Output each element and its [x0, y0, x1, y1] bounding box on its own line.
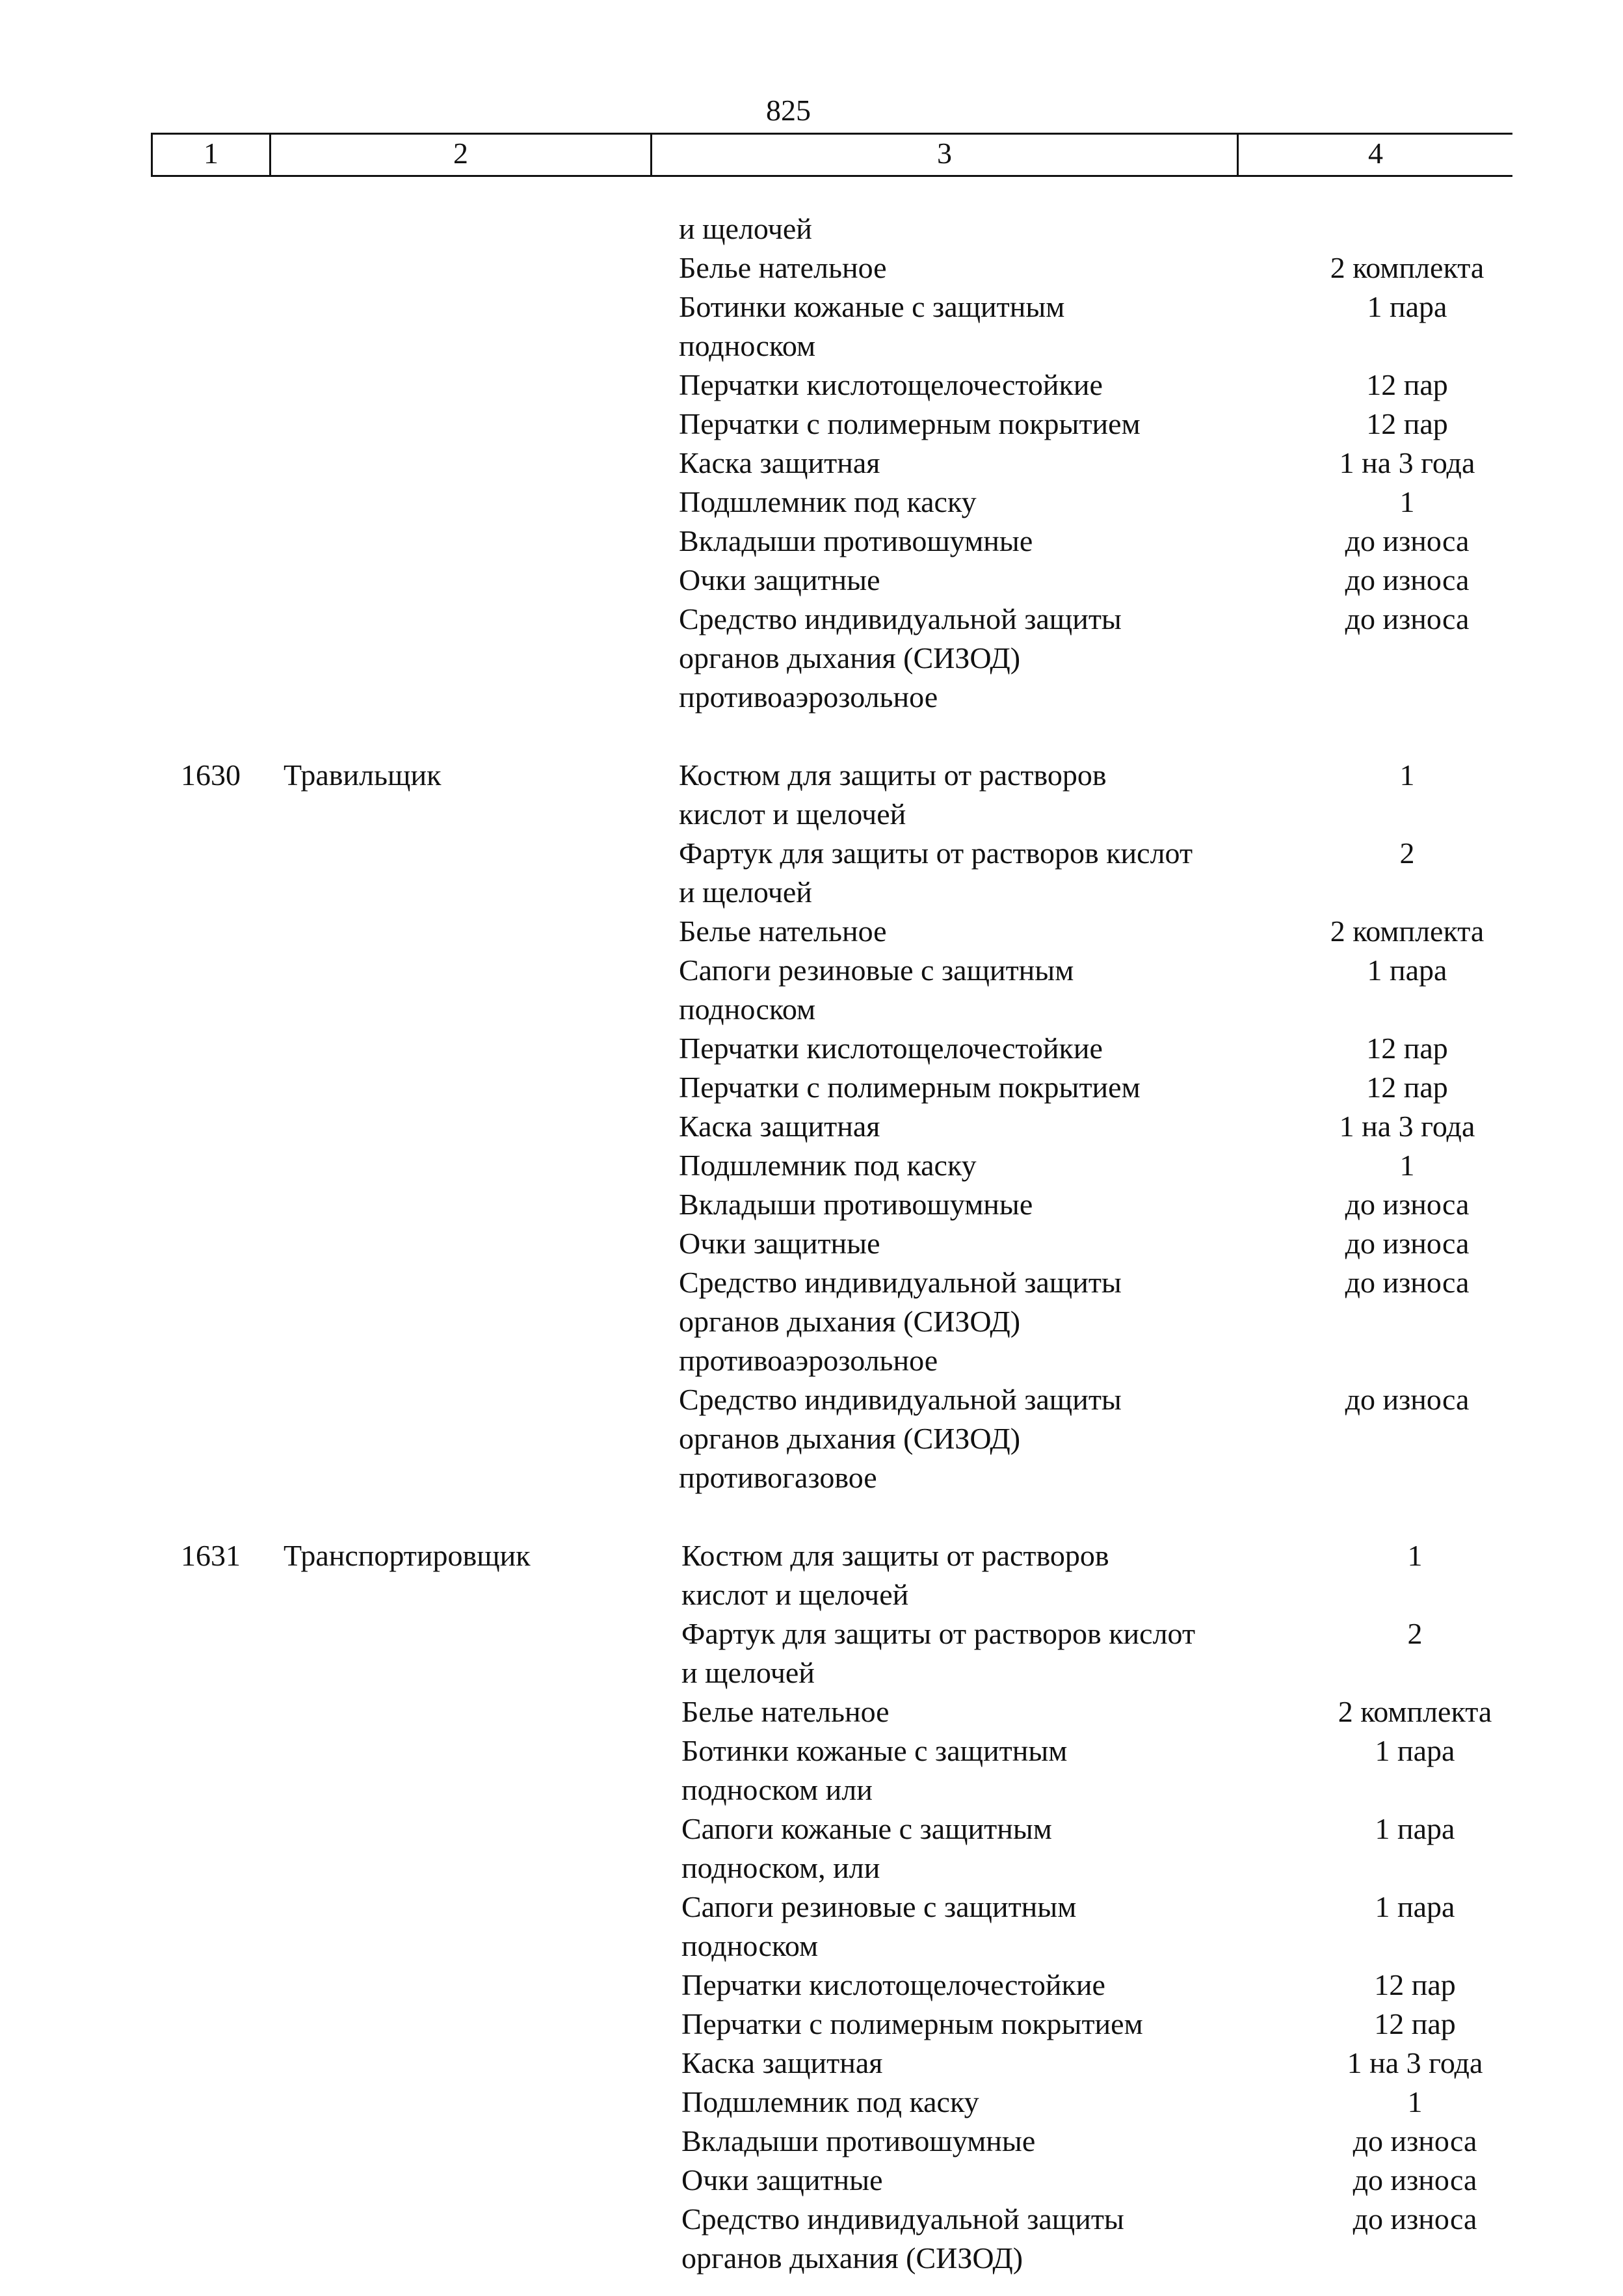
item-name: Средство индивидуальной защиты органов дыхания (СИЗОД) противоаэрозольное	[679, 1266, 1122, 1377]
item-quantity: 12 пар	[1366, 407, 1448, 440]
list-item	[0, 1146, 1623, 1185]
item-name: Вкладыши противошумные	[679, 1188, 1033, 1221]
list-item	[0, 912, 1623, 951]
list-item	[0, 834, 1623, 912]
item-name: Средство индивидуальной защиты органов дыхания (СИЗОД) противогазовое	[679, 1383, 1122, 1494]
list-item	[0, 2200, 1623, 2278]
item-name: Очки защитные	[679, 563, 880, 596]
item-name: Перчатки с полимерным покрытием	[681, 2007, 1143, 2040]
item-name: Сапоги резиновые с защитным подноском	[679, 954, 1074, 1026]
list-item	[0, 2044, 1623, 2083]
item-name: Перчатки с полимерным покрытием	[679, 1071, 1141, 1104]
item-quantity: 2	[1407, 1617, 1423, 1650]
item-quantity: 1 пара	[1367, 290, 1447, 323]
item-name: Перчатки кислотощелочестойкие	[679, 368, 1103, 401]
item-quantity: до износа	[1345, 1188, 1470, 1221]
item-name: Вкладыши противошумные	[681, 2124, 1036, 2157]
item-quantity: 1	[1399, 485, 1415, 518]
item-quantity: 12 пар	[1366, 368, 1448, 401]
item-quantity	[1277, 209, 1537, 248]
item-quantity: 2	[1399, 836, 1415, 870]
list-item	[0, 1224, 1623, 1263]
item-name: Сапоги кожаные с защитным подноском, или	[681, 1812, 1052, 1884]
column-header-4: 4	[1237, 135, 1512, 175]
item-quantity: 1	[1407, 1539, 1423, 1572]
list-item	[0, 1888, 1623, 1966]
table-row	[0, 756, 1623, 1497]
list-item	[0, 561, 1623, 600]
list-item	[0, 2161, 1623, 2200]
list-item	[0, 366, 1623, 405]
item-quantity: до износа	[1345, 1383, 1470, 1416]
item-name: Перчатки с полимерным покрытием	[679, 407, 1141, 440]
list-item	[0, 1809, 1623, 1888]
list-item	[0, 2083, 1623, 2122]
list-item	[0, 1380, 1623, 1497]
list-item	[0, 1029, 1623, 1068]
table-body	[0, 209, 1623, 2278]
item-quantity: 1 пара	[1375, 1734, 1455, 1767]
item-quantity: до износа	[1345, 1227, 1470, 1260]
item-quantity: до износа	[1352, 2163, 1477, 2196]
item-name: Фартук для защиты от растворов кислот и щелочей	[679, 836, 1193, 909]
item-name: Подшлемник под каску	[681, 2085, 979, 2118]
list-item	[0, 951, 1623, 1029]
item-quantity: 1 на 3 года	[1339, 446, 1475, 479]
item-name: Очки защитные	[679, 1227, 880, 1260]
item-name: Подшлемник под каску	[679, 1149, 977, 1182]
entry-number: 1631	[181, 1539, 241, 1572]
item-name: Костюм для защиты от растворов кислот и щелочей	[681, 1539, 1109, 1611]
column-header-2: 2	[269, 135, 650, 175]
item-quantity: 1 пара	[1375, 1890, 1455, 1923]
item-name: Ботинки кожаные с защитным подноском или	[681, 1734, 1068, 1806]
page-number: 825	[766, 94, 811, 127]
item-name: Белье нательное	[679, 914, 887, 948]
list-item	[0, 2005, 1623, 2044]
item-quantity: 1 пара	[1375, 1812, 1455, 1845]
item-quantity: 1	[1399, 1149, 1415, 1182]
item-quantity: до износа	[1345, 602, 1470, 635]
item-name: Белье нательное	[681, 1695, 890, 1728]
item-name: Средство индивидуальной защиты органов дыхания (СИЗОД)	[681, 2202, 1124, 2275]
list-item	[0, 600, 1623, 717]
list-item	[0, 1185, 1623, 1224]
item-name: Перчатки кислотощелочестойкие	[681, 1968, 1105, 2001]
column-header-row	[151, 133, 1512, 177]
entry-number: 1630	[181, 758, 241, 792]
item-name: Очки защитные	[681, 2163, 883, 2196]
list-item	[0, 444, 1623, 483]
list-item	[0, 756, 1623, 834]
item-name: Каска защитная	[679, 446, 880, 479]
list-item	[0, 2122, 1623, 2161]
item-name: Каска защитная	[679, 1110, 880, 1143]
list-item	[0, 287, 1623, 366]
item-name: Подшлемник под каску	[679, 485, 977, 518]
item-quantity: 1	[1399, 758, 1415, 792]
column-header-3: 3	[650, 135, 1237, 175]
item-quantity: 12 пар	[1366, 1032, 1448, 1065]
profession-name: Травильщик	[284, 758, 442, 792]
item-quantity: 2 комплекта	[1330, 914, 1484, 948]
item-quantity: 12 пар	[1366, 1071, 1448, 1104]
item-quantity: до износа	[1352, 2202, 1477, 2236]
table-row	[0, 1536, 1623, 2278]
item-name: Вкладыши противошумные	[679, 524, 1033, 557]
item-quantity: до износа	[1345, 563, 1470, 596]
list-item	[0, 522, 1623, 561]
item-quantity: 1 на 3 года	[1347, 2046, 1483, 2079]
list-item	[0, 1692, 1623, 1731]
list-item	[0, 209, 1623, 248]
item-quantity: до износа	[1345, 524, 1470, 557]
item-quantity: 2 комплекта	[1330, 251, 1484, 284]
list-item	[0, 1614, 1623, 1692]
item-quantity: 12 пар	[1374, 1968, 1456, 2001]
item-name: Средство индивидуальной защиты органов дыхания (СИЗОД) противоаэрозольное	[679, 602, 1122, 714]
list-item	[0, 1107, 1623, 1146]
list-item	[0, 1731, 1623, 1809]
item-name: Белье нательное	[679, 251, 887, 284]
item-name: Перчатки кислотощелочестойкие	[679, 1032, 1103, 1065]
list-item	[0, 1263, 1623, 1380]
item-quantity: 12 пар	[1374, 2007, 1456, 2040]
item-name: и щелочей	[679, 212, 812, 245]
item-quantity: до износа	[1345, 1266, 1470, 1299]
list-item	[0, 483, 1623, 522]
item-quantity: до износа	[1352, 2124, 1477, 2157]
item-name: Фартук для защиты от растворов кислот и щелочей	[681, 1617, 1196, 1689]
profession-name: Транспортировщик	[284, 1539, 531, 1572]
list-item	[0, 248, 1623, 287]
item-name: Сапоги резиновые с защитным подноском	[681, 1890, 1077, 1962]
item-quantity: 2 комплекта	[1338, 1695, 1492, 1728]
item-quantity: 1 на 3 года	[1339, 1110, 1475, 1143]
item-quantity: 1 пара	[1367, 954, 1447, 987]
list-item	[0, 1536, 1623, 1614]
list-item	[0, 1068, 1623, 1107]
list-item	[0, 405, 1623, 444]
item-name: Каска защитная	[681, 2046, 883, 2079]
list-item	[0, 1966, 1623, 2005]
item-name: Костюм для защиты от растворов кислот и щелочей	[679, 758, 1107, 831]
table-row	[0, 209, 1623, 717]
item-quantity: 1	[1407, 2085, 1423, 2118]
item-name: Ботинки кожаные с защитным подноском	[679, 290, 1065, 362]
column-header-1: 1	[151, 135, 269, 175]
